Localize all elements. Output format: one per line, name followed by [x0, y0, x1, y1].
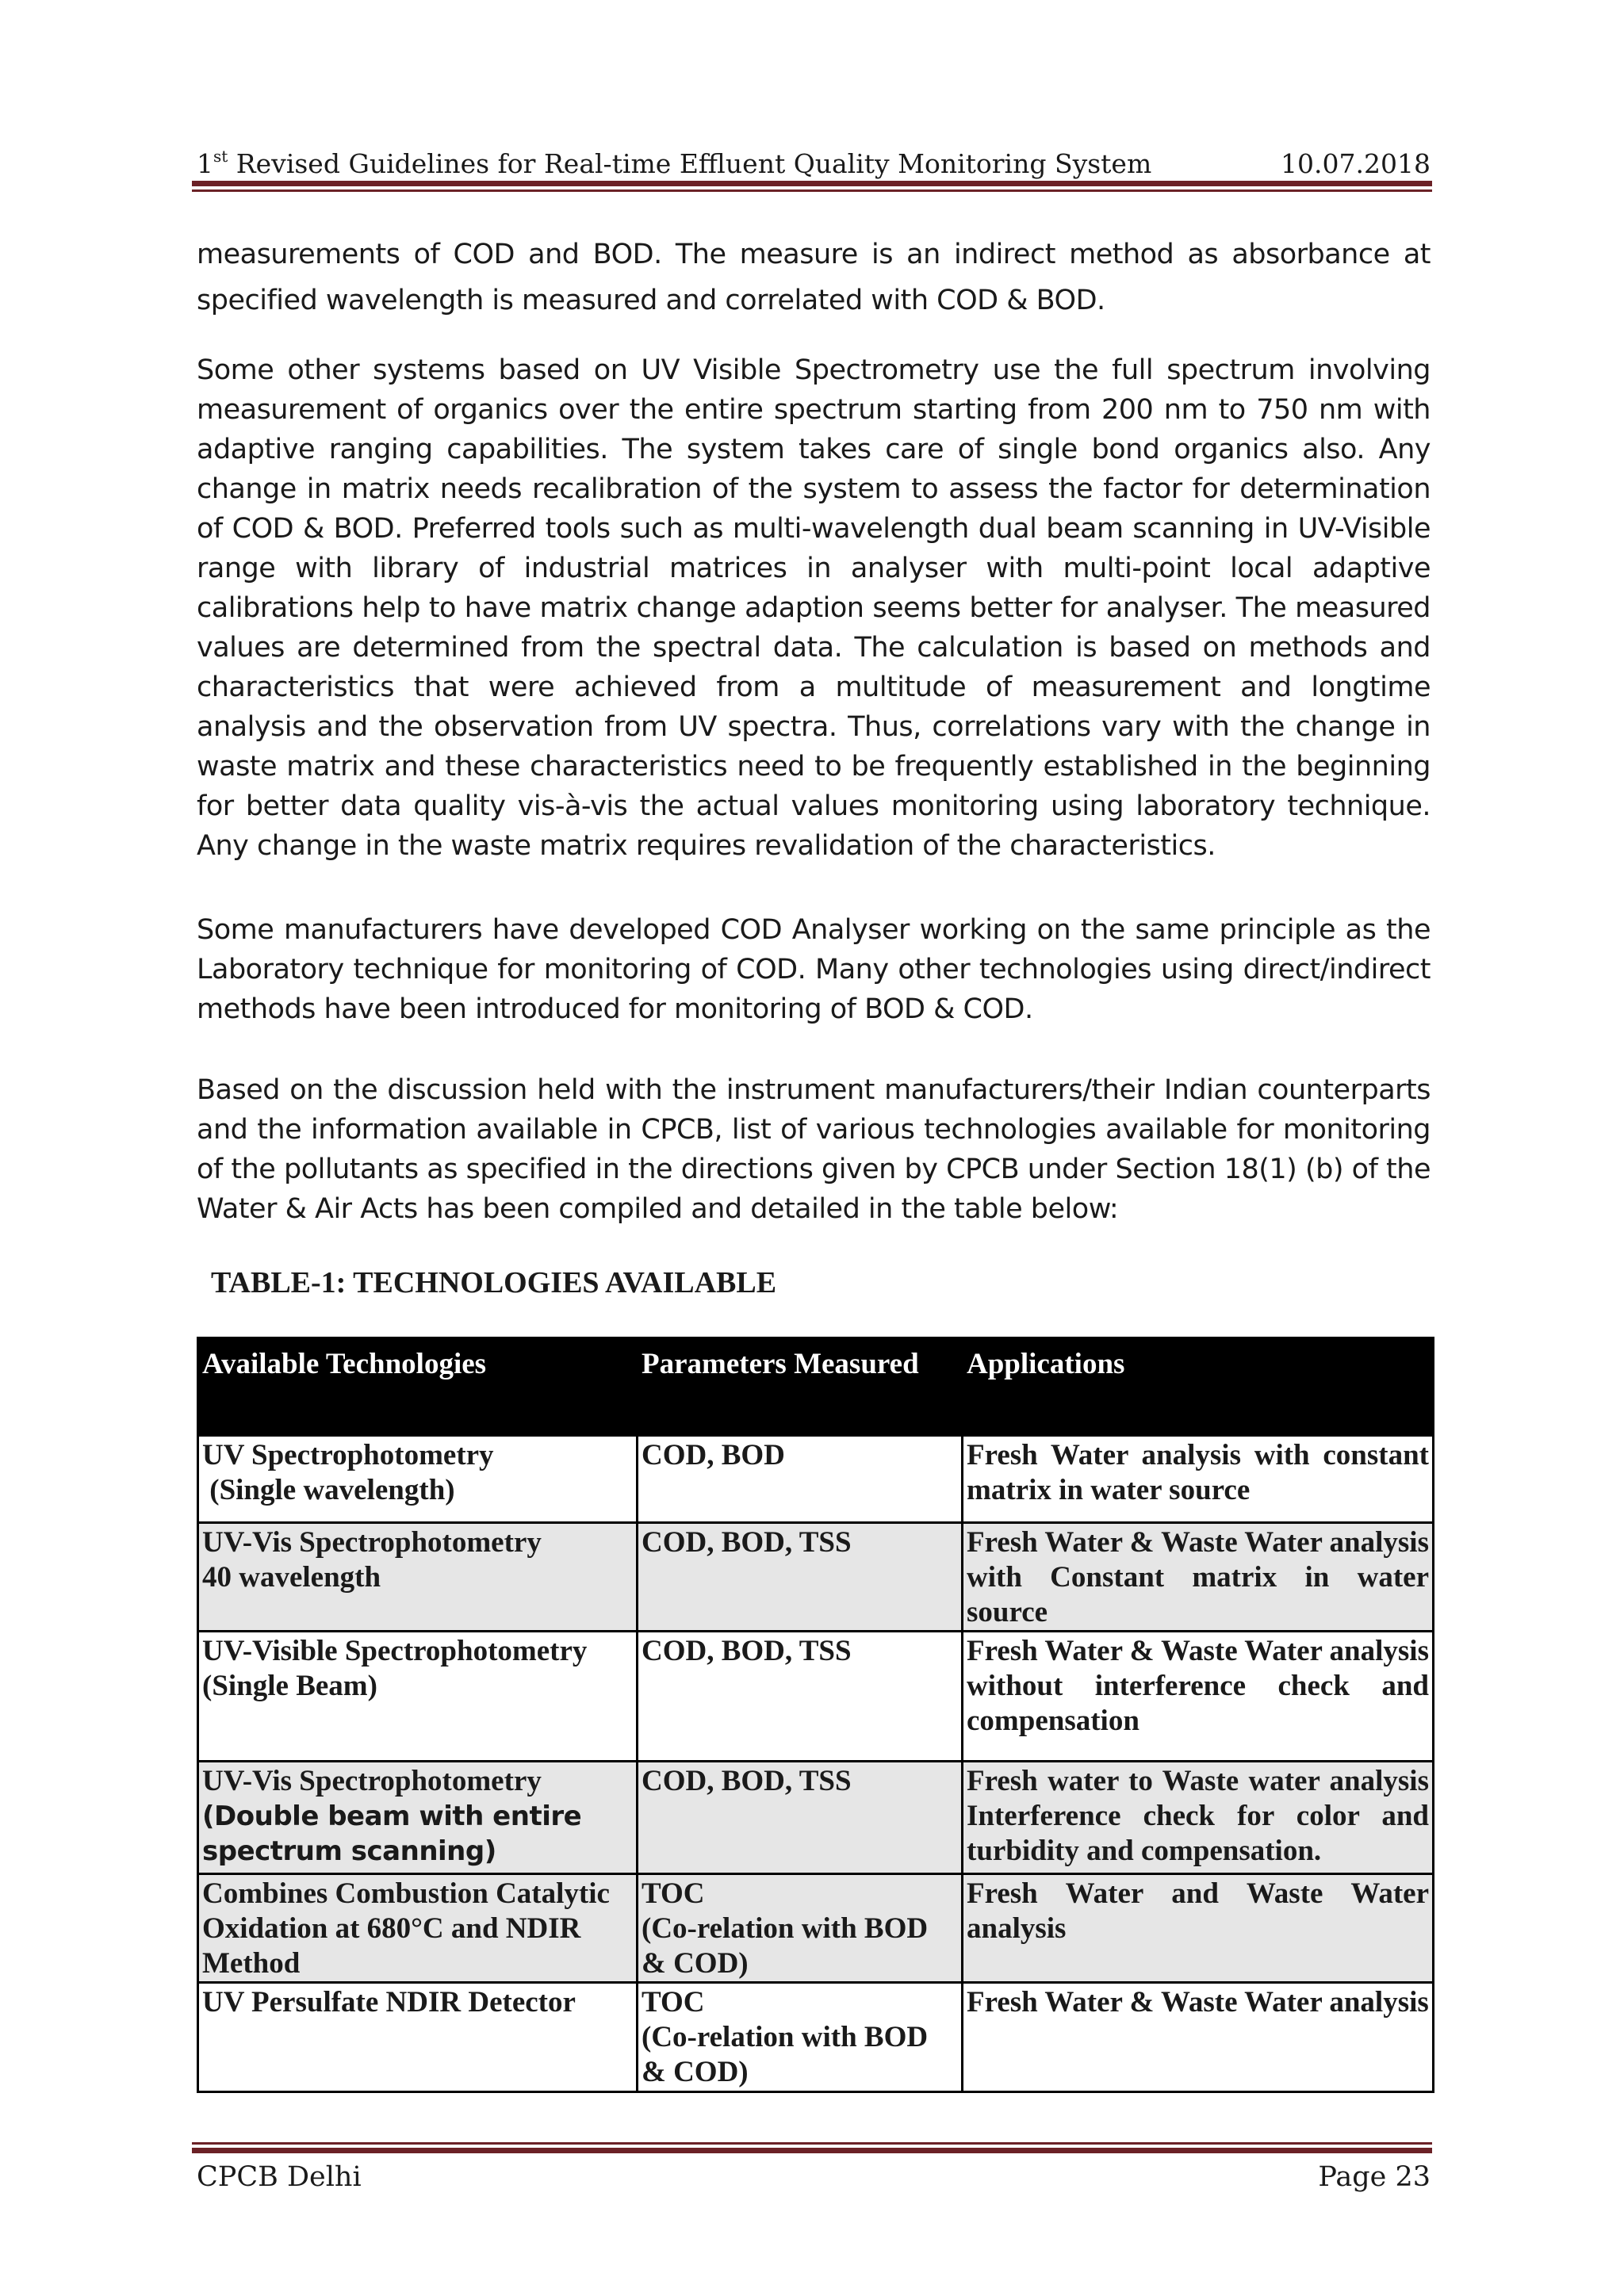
table-header-row: [198, 1338, 1434, 1436]
table-row: [198, 1436, 1434, 1523]
table-row: [198, 1983, 1434, 2092]
page-footer: [197, 2161, 1431, 2193]
tech-cell: UV Persulfate NDIR Detector: [198, 1983, 638, 2092]
header-parameters-measured: Parameters Measured: [638, 1338, 963, 1436]
table-title: TABLE-1: TECHNOLOGIES AVAILABLE: [211, 1266, 777, 1299]
footer-org: CPCB Delhi: [197, 2161, 362, 2193]
header-date: 10.07.2018: [1281, 148, 1431, 179]
header-available-technologies: Available Technologies: [198, 1338, 638, 1436]
paragraph-4: Based on the discussion held with the instrument manufacturers/their Indian counterparts and the information available in CPCB, list of various technologies available for monitoring of the pollutants as specified in the directions given by CPCB under Section 18(1) (b) of the Water & Air Acts has been compiled and detailed in the table below:: [197, 1074, 1431, 1225]
paragraph-2: Some other systems based on UV Visible Spectrometry use the full spectrum involving measurement of organics over the entire spectrum starting from 200 nm to 750 nm with adaptive ranging capabilities. The system takes care of single bond organics also. Any change in matrix needs recalibration of the system to assess the factor for determination of COD & BOD. Preferred tools such as multi-wavelength dual beam scanning in UV-Visible range with library of industrial matrices in analyser with multi-point local adaptive calibrations help to have matrix change adaption seems better for analyser. The measured values are determined from the spectral data. The calculation is based on methods and characteristics that were achieved from a multitude of measurement and longtime analysis and the observation from UV spectra. Thus, correlations vary with the change in waste matrix and these characteristics need to be frequently established in the beginning for better data quality vis-à-vis the actual values monitoring using laboratory technique. Any change in the waste matrix requires revalidation of the characteristics.: [197, 354, 1431, 862]
tech-cell: UV Spectrophotometry (Single wavelength): [198, 1436, 638, 1523]
application-cell: Fresh Water analysis with constant matrix in water source: [963, 1436, 1434, 1523]
table-row: [198, 1632, 1434, 1762]
footer-rule-thick: [192, 2148, 1432, 2153]
header-title: 1st Revised Guidelines for Real-time Effluent Quality Monitoring System: [197, 147, 1152, 179]
table-row: [198, 1874, 1434, 1983]
params-cell: COD, BOD, TSS: [638, 1762, 963, 1874]
footer-rule-thin: [192, 2142, 1432, 2145]
application-cell: Fresh water to Waste water analysis Interference check for color and turbidity and compensation.: [963, 1762, 1434, 1874]
paragraph-1: measurements of COD and BOD. The measure is an indirect method as absorbance at specified wavelength is measured and correlated with COD & BOD.: [197, 239, 1431, 316]
params-cell: COD, BOD, TSS: [638, 1632, 963, 1762]
application-cell: Fresh Water & Waste Water analysis with Constant matrix in water source: [963, 1523, 1434, 1632]
tech-cell: UV-Vis Spectrophotometry 40 wavelength: [198, 1523, 638, 1632]
params-cell: TOC (Co-relation with BOD & COD): [638, 1874, 963, 1983]
params-cell: COD, BOD, TSS: [638, 1523, 963, 1632]
application-cell: Fresh Water & Waste Water analysis: [963, 1983, 1434, 2092]
table-row: [198, 1762, 1434, 1874]
tech-cell: Combines Combustion Catalytic Oxidation at 680°C and NDIR Method: [198, 1874, 638, 1983]
params-cell: TOC (Co-relation with BOD & COD): [638, 1983, 963, 2092]
page-header: [197, 132, 1431, 179]
paragraph-3: Some manufacturers have developed COD Analyser working on the same principle as the Laboratory technique for monitoring of COD. Many other technologies using direct/indirect methods have been introduced for monitoring of BOD & COD.: [197, 914, 1431, 1025]
tech-cell: UV-Vis Spectrophotometry (Double beam with entire spectrum scanning): [198, 1762, 638, 1874]
params-cell: COD, BOD: [638, 1436, 963, 1523]
technologies-table: [197, 1337, 1434, 2093]
header-rule-thick: [192, 181, 1432, 186]
application-cell: Fresh Water & Waste Water analysis without interference check and compensation: [963, 1632, 1434, 1762]
application-cell: Fresh Water and Waste Water analysis: [963, 1874, 1434, 1983]
page-number: Page 23: [1318, 2161, 1431, 2193]
tech-cell: UV-Visible Spectrophotometry (Single Beam): [198, 1632, 638, 1762]
header-applications: Applications: [963, 1338, 1434, 1436]
table-row: [198, 1523, 1434, 1632]
header-rule-thin: [192, 189, 1432, 192]
